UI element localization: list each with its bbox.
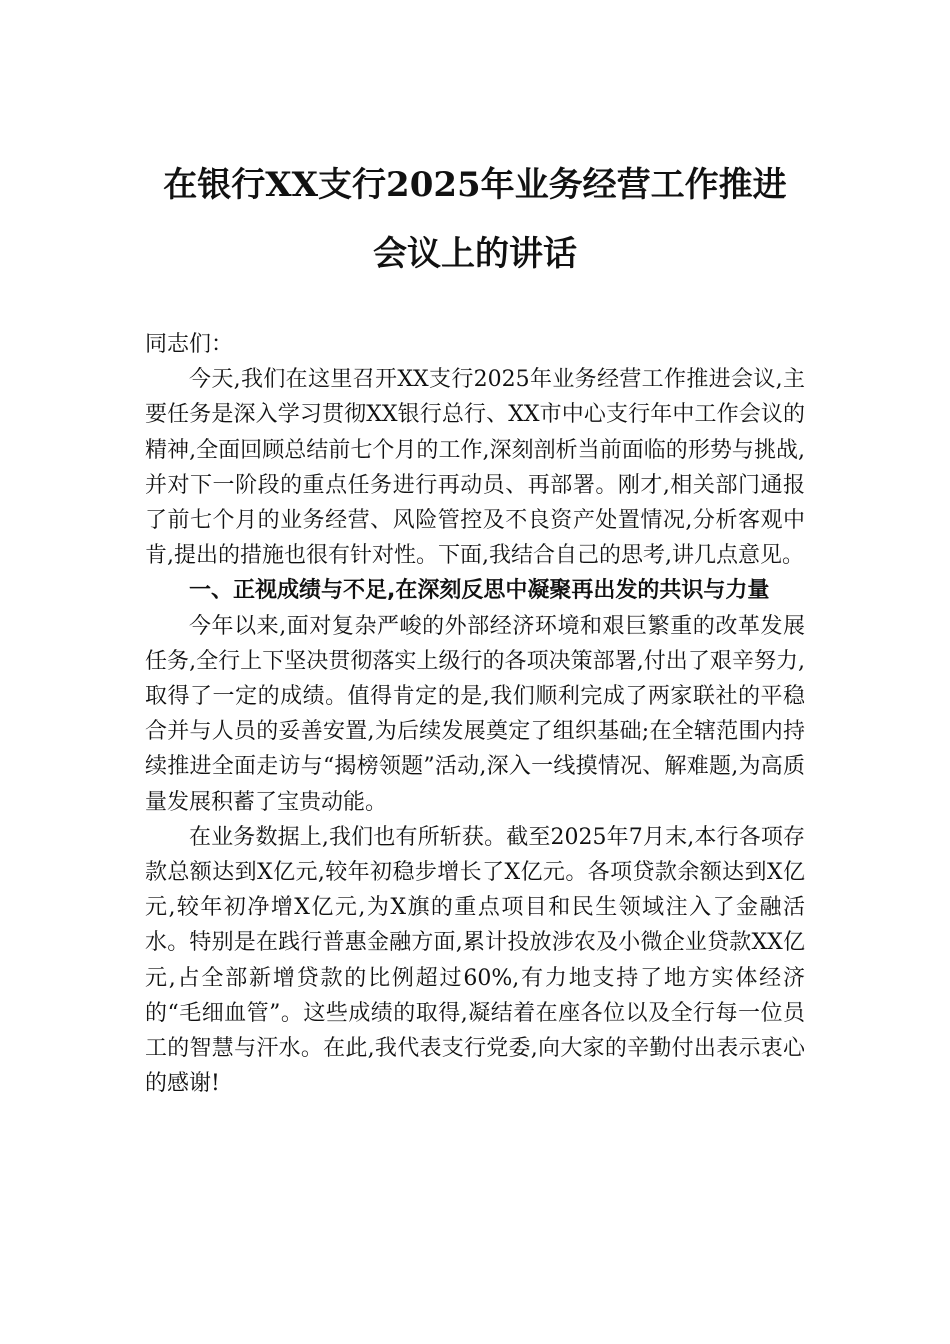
document-title-line-1: 在银行XX支行2025年业务经营工作推进 [163,165,787,205]
section1-paragraph-1: 今年以来,面对复杂严峻的外部经济环境和艰巨繁重的改革发展任务,全行上下坚决贯彻落实上级行的各项决策部署,付出了艰辛努力,取得了一定的成绩。值得肯定的是,我们顺利完成了两家联社的平稳合并与人员的妥善安置,为后续发展奠定了组织基础;在全辖范围内持续推进全面走访与“揭榜领题”活动,深入一线摸情况、解难题,为高质量发展积蓄了宝贵动能。 [145,613,805,815]
document-body [145,327,805,1101]
salutation: 同志们： [145,332,234,357]
section1-paragraph-2: 在业务数据上,我们也有所斩获。截至2025年7月末,本行各项存款总额达到X亿元,较年初稳步增长了X亿元。各项贷款余额达到X亿元,较年初净增X亿元,为X旗的重点项目和民生领域注入了金融活水。特别是在践行普惠金融方面,累计投放涉农及小微企业贷款XX亿元,占全部新增贷款的比例超过60%,有力地支持了地方实体经济的“毛细血管”。这些成绩的取得,凝结着在座各位以及全行每一位员工的智慧与汗水。在此,我代表支行党委,向大家的辛勤付出表示衷心的感谢! [145,824,805,1097]
document-title-line-2: 会议上的讲话 [373,234,577,274]
intro-paragraph: 今天,我们在这里召开XX支行2025年业务经营工作推进会议,主要任务是深入学习贯彻XX银行总行、XX市中心支行年中工作会议的精神,全面回顾总结前七个月的工作,深刻剖析当前面临的形势与挑战,并对下一阶段的重点任务进行再动员、再部署。刚才,相关部门通报了前七个月的业务经营、风险管控及不良资产处置情况,分析客观中肯,提出的措施也很有针对性。下面,我结合自己的思考,讲几点意见。 [145,367,805,569]
section-heading-1: 一、正视成绩与不足,在深刻反思中凝聚再出发的共识与力量 [189,578,770,604]
